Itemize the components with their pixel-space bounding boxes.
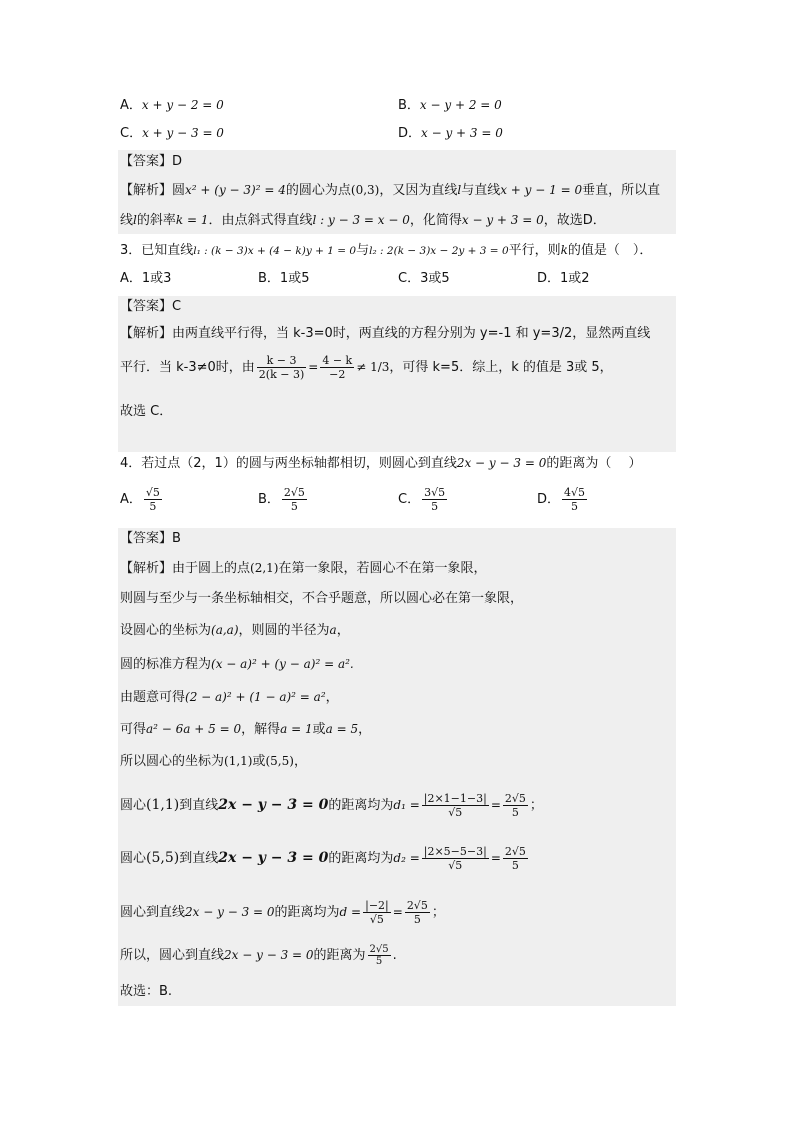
q3-fraction-2: $\frac{4 - k}{-2}$ xyxy=(322,354,353,381)
q4-option-c: C． $\frac{3√5}{5}$ xyxy=(398,486,446,513)
q4-analysis-line-9: 圆心(5,5)到直线2x − y − 3 = 0的距离均为d₂ = $\frac{|2\times 5-5-3|}{√5}$ = $\frac{2√5}{5}$ xyxy=(120,845,526,872)
q4-analysis-line-11: 所以，圆心到直线2x − y − 3 = 0的距离为 $\frac{2√5}{5}$ . xyxy=(120,944,397,967)
q3-analysis-line-1: 【解析】由两直线平行得，当 k-3=0时，两直线的方程分别为 y=-1 和 y=3/2，显然两直线 xyxy=(120,326,651,341)
q4-option-b: B． $\frac{2√5}{5}$ xyxy=(258,486,305,513)
q3-analysis-line-3: 故选 C． xyxy=(120,404,173,419)
q4-analysis-line-7: 所以圆心的坐标为(1,1)或(5,5)， xyxy=(120,754,307,769)
q4-answer: 【答案】B xyxy=(120,531,181,546)
q4-analysis-line-2: 则圆与至少与一条坐标轴相交，不合乎题意，所以圆心必在第一象限， xyxy=(120,591,524,606)
q2-option-c: C．x + y − 3 = 0 xyxy=(120,126,224,141)
q4-analysis-line-5: 由题意可得(2 − a)² + (1 − a)² = a²， xyxy=(120,690,339,705)
q3-option-d: D．1或2 xyxy=(537,271,590,286)
q3-stem: 3．已知直线l₁ : (k − 3)x + (4 − k)y + 1 = 0与l₂ : 2(k − 3)x − 2y + 3 = 0平行，则k的值是（ ）． xyxy=(120,243,653,258)
q2-analysis-line-1: 【解析】圆x² + (y − 3)² = 4的圆心为点(0,3)，又因为直线l与直线x + y − 1 = 0垂直，所以直 xyxy=(120,183,661,198)
q4-analysis-line-10: 圆心到直线2x − y − 3 = 0的距离均为d = $\frac{|-2|}{√5}$ = $\frac{2√5}{5}$ ； xyxy=(120,899,445,926)
q3-option-c: C．3或5 xyxy=(398,271,450,286)
q4-analysis-line-12: 故选：B. xyxy=(120,984,173,999)
q4-analysis-line-3: 设圆心的坐标为(a,a)，则圆的半径为a， xyxy=(120,623,350,638)
q4-stem: 4．若过点（2，1）的圆与两坐标轴都相切，则圆心到直线2x − y − 3 = 0的距离为（ ） xyxy=(120,456,642,471)
q3-fraction-1: $\frac{k - 3}{2(k - 3)}$ xyxy=(258,354,305,381)
q2-option-a: A．x + y − 2 = 0 xyxy=(120,98,224,113)
q4-option-d: D． $\frac{4√5}{5}$ xyxy=(537,486,586,513)
q4-analysis-line-4: 圆的标准方程为(x − a)² + (y − a)² = a². xyxy=(120,657,354,672)
q3-analysis-line-2: 平行．当 k-3≠0时，由 $\frac{k - 3}{2(k - 3)}$ = $\frac{4 - k}{-2}$ ≠ 1/3，可得 k=5．综上，k 的值是 3或 5， xyxy=(120,354,613,381)
q4-option-a: A． $\frac{√5}{5}$ xyxy=(120,486,160,513)
q4-analysis-line-1: 【解析】由于圆上的点(2,1)在第一象限，若圆心不在第一象限， xyxy=(120,561,487,576)
q2-analysis-line-2: 线l的斜率k = 1．由点斜式得直线l : y − 3 = x − 0，化简得x − y + 3 = 0，故选D． xyxy=(120,213,606,228)
q4-analysis-line-6: 可得a² − 6a + 5 = 0，解得a = 1或a = 5， xyxy=(120,722,372,737)
q3-option-b: B．1或5 xyxy=(258,271,310,286)
q2-option-d: D．x − y + 3 = 0 xyxy=(398,126,503,141)
q3-answer: 【答案】C xyxy=(120,299,182,314)
q4-analysis-line-8: 圆心(1,1)到直线2x − y − 3 = 0的距离均为d₁ = $\frac{|2\times 1-1-3|}{√5}$ = $\frac{2√5}{5}$ ； xyxy=(120,792,543,819)
q2-option-b: B．x − y + 2 = 0 xyxy=(398,98,502,113)
q3-option-a: A．1或3 xyxy=(120,271,172,286)
q2-answer: 【答案】D xyxy=(120,154,183,169)
